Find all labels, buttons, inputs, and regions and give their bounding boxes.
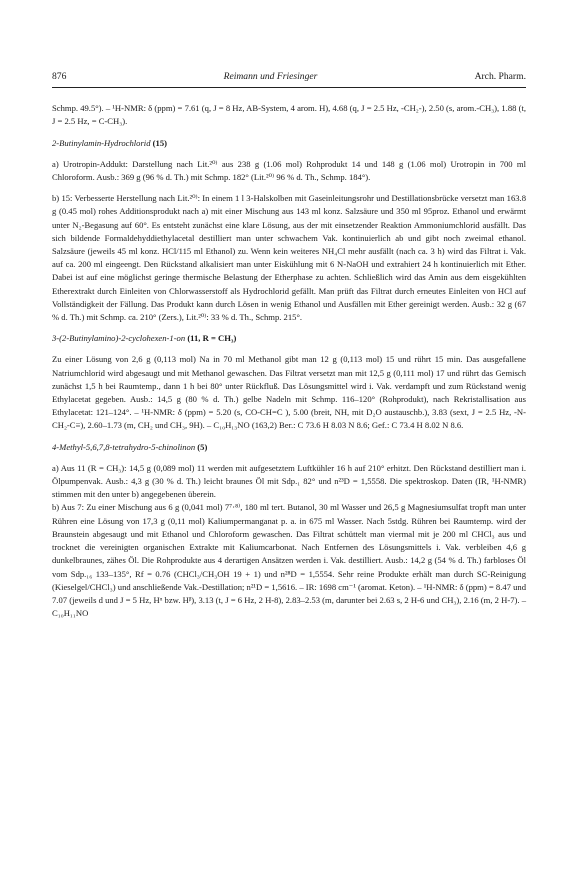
section-heading-butinylamin <box>52 137 526 150</box>
paragraph-1b: b) 15: Verbesserte Herstellung nach Lit.²⁰⁾: In einem 1 l 3-Halskolben mit Gaseinleitungsrohr und Destillationsbrücke versetzt man 163.8 g (0.45 mol) rohes Additionsprodukt nach a) mit einer Mischung aus 143 ml konz. Salzsäure und 350 ml 95proz. Ethanol und erwärmt unter N₂-Begasung auf 60°. Es entsteht zunächst eine klare Lösung, aus der mit einsetzender Reaktion Ammoniumchlorid ausfällt. Das sich bildende Formaldehyddiethylacetal destilliert man unter schwachem Vak. kontinuierlich ab und gibt noch zweimal ethanol. Salzsäure (jeweils 45 ml konz. HCl/115 ml Ethanol) zu. Wenn kein weiteres NH₄Cl mehr ausfällt (nach ca. 3 h) wird das Filtrat i. Vak. auf ca. 200 ml eingeengt. Den Rückstand alkalisiert man unter Eiskühlung mit 6 N-NaOH und extrahiert 24 h kontinuierlich mit Ether. Dabei ist auf eine möglichst geringe thermische Belastung der Etherphase zu achten. Schließlich wird das Amin aus dem eisgekühlten Etherextrakt durch Einleiten von Chlorwasserstoff als Hydrochlorid gefällt. Man prüft das Filtrat durch erneutes Einleiten von HCl auf Vollständigkeit der Fällung. Das Produkt kann durch Lösen in wenig Ethanol und Ausfällen mit Ether gereinigt werden. Ausb.: 32 g (67 % d. Th.) mit Schmp. ca. 210° (Zers.), Lit.²⁰⁾: 33 % d. Th., Schmp. 215°. <box>52 193 526 323</box>
running-header <box>52 70 526 88</box>
section-heading-text: 3-(2-Butinylamino)-2-cyclohexen-1-on <box>52 333 186 344</box>
paragraph-2: Zu einer Lösung von 2,6 g (0,113 mol) Na in 70 ml Methanol gibt man 12 g (0,113 mol) 15 und rührt 15 min. Das ausgefallene Natriumchlorid wird abgesaugt und mit Methanol gewaschen. Das Filtrat versetzt man mit 12,5 g (0,111 mol) 17 und rührt das Gemisch zunächst 1,5 h bei Raumtemp., dann 1 h bei 80° unter Rückfluß. Das Lösungsmittel wird i. Vak. verdampft und zum Rückstand wenig Ethylacetat gegeben. Ausb.: 14,5 g (80 % d. Th.) gelbe Nadeln mit Schmp. 116–120° (Rohprodukt), nach Rekristallisation aus Ethylacetat: 121–124°. – ¹H-NMR: δ (ppm) = 5.20 (s, CO-CH=C ), 5.00 (breit, NH, mit D₂O austauschb.), 3.83 (sext, J = 2.5 Hz, -N-CH₂-C≡), 2.60–1.73 (m, CH₂ und CH₃, 9H). – C₁₀H₁₃NO (163,2) Ber.: C 73.6 H 8.03 N 8.6; Gef.: C 73.4 H 8.02 N 8.6. <box>52 354 526 431</box>
compound-number: (11, R = CH₃) <box>187 333 237 344</box>
journal-page <box>52 70 526 620</box>
section-heading-text: 2-Butinylamin-Hydrochlorid <box>52 137 151 148</box>
running-header-journal: Arch. Pharm. <box>474 71 526 82</box>
section-heading-chinolinon <box>52 441 526 454</box>
compound-number: (15) <box>152 137 167 148</box>
compound-number: (5) <box>197 441 208 452</box>
section-heading-text: 4-Methyl-5,6,7,8-tetrahydro-5-chinolinon <box>52 441 196 452</box>
paragraph-3b: b) Aus 7: Zu einer Mischung aus 6 g (0,041 mol) 7⁷⋅⁸⁾, 180 ml tert. Butanol, 30 ml Wasser und 26,5 g Magnesiumsulfat tropft man unter Rühren eine Lösung von 17,3 g (0,11 mol) Kaliumpermanganat p. a. in 675 ml Wasser. Nach 5stdg. Rühren bei Raumtemp. wird der Braunstein abgesaugt und mit Ethanol und Chloroform gewaschen. Das Filtrat schüttelt man viermal mit je 200 ml CHCl₃ aus und trocknet die vereinigten organischen Extrakte mit Kaliumcarbonat. Nach Entfernen des Lösungsmittels i. Vak. verbleiben 4,6 g dunkelbraunes, zähes Öl. Die Rohprodukte aus 4 derartigen Ansätzen werden i. Vak. destilliert. Ausb.: 14,2 g (54 % d. Th.) farbloses Öl vom Sdp.₁₆ 133–135°, Rf = 0.76 (CHCl₃/CH₃OH 19 + 1) und n²⁸D = 1,5554. Sehr reine Produkte erhält man durch SC-Reinigung (Kieselgel/CHCl₃) und anschließende Vak.-Destillation; n²¹D = 1,5616. – IR: 1698 cm⁻¹ (aromat. Keton). – ¹H-NMR: δ (ppm) = 8.47 und 7.07 (jeweils d und J = 5 Hz, Hᵅ bzw. Hᵝ), 3.13 (t, J = 6 Hz, 2 H-8), 2.83–2.53 (m, darunter bei 2.63 s, 2 H-6 und CH₃), 2.16 (m, 2 H-7). – C₁₀H₁₁NO <box>52 502 526 619</box>
section-heading-cyclohexenon <box>52 332 526 345</box>
intro-paragraph: Schmp. 49.5°). – ¹H-NMR: δ (ppm) = 7.61 (q, J = 8 Hz, AB-System, 4 arom. H), 4.68 (q, J = 2.5 Hz, -CH₂-), 2.50 (s, arom.-CH₃), 1.88 (t, J = 2.5 Hz, = C-CH₃). <box>52 103 526 127</box>
page-number: 876 <box>52 71 67 82</box>
running-header-authors: Reimann und Friesinger <box>223 71 318 82</box>
paragraph-1a: a) Urotropin-Addukt: Darstellung nach Lit.²⁰⁾ aus 238 g (1.06 mol) Rohprodukt 14 und 148 g (1.06 mol) Urotropin in 700 ml Chloroform. Ausb.: 369 g (96 % d. Th.) mit Schmp. 182° (Lit.²⁰⁾ 96 % d. Th., Schmp. 184°). <box>52 158 526 183</box>
paragraph-3a: a) Aus 11 (R = CH₃): 14,5 g (0,089 mol) 11 werden mit aufgesetztem Luftkühler 16 h auf 210° erhitzt. Den Rückstand destilliert man i. Ölpumpenvak. Ausb.: 4,3 g (30 % d. Th.) leicht braunes Öl mit Sdp.₁ 82° und n²³D = 1,5558. Die spektroskop. Daten (IR, ¹H-NMR) stimmen mit den unter b) angegebenen überein. <box>52 462 526 500</box>
article-body <box>52 102 526 620</box>
